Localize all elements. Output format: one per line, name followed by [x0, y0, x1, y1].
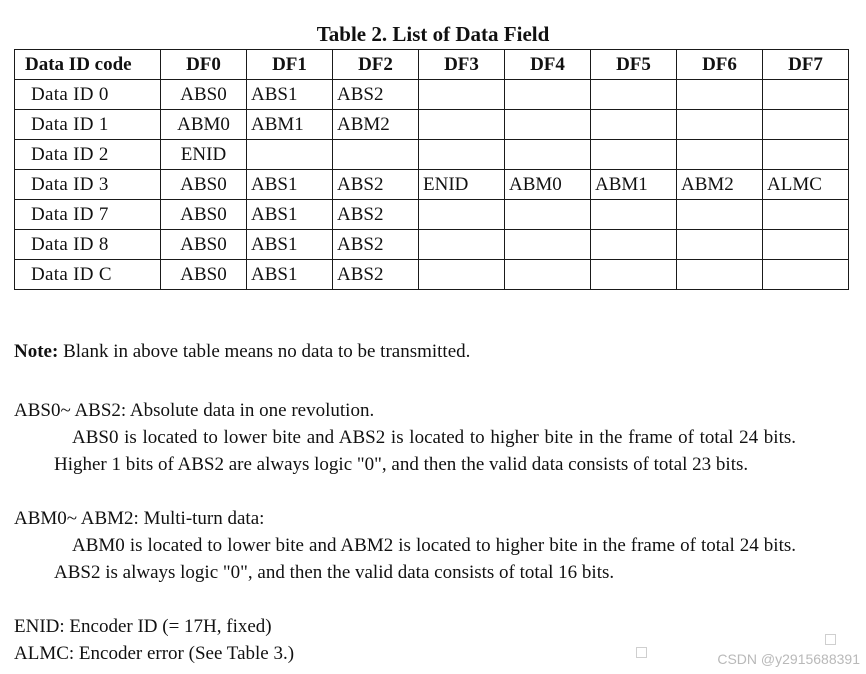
header-data-id-code: Data ID code — [15, 50, 161, 80]
data-field-cell — [419, 230, 505, 260]
row-id-cell: Data ID 8 — [15, 230, 161, 260]
data-field-cell — [591, 110, 677, 140]
data-field-cell: ABS0 — [161, 260, 247, 290]
data-field-cell: ABM1 — [247, 110, 333, 140]
data-field-cell: ABS1 — [247, 260, 333, 290]
data-field-cell: ABS2 — [333, 200, 419, 230]
watermark-square-icon — [825, 634, 836, 645]
note-label: Note: — [14, 341, 59, 362]
data-field-cell: ABM0 — [505, 170, 591, 200]
data-field-cell — [505, 260, 591, 290]
data-field-cell — [505, 110, 591, 140]
data-field-cell — [505, 140, 591, 170]
table-title: Table 2. List of Data Field — [316, 22, 550, 46]
header-df0: DF0 — [161, 50, 247, 80]
data-field-cell — [333, 140, 419, 170]
data-field-cell: ABS2 — [333, 80, 419, 110]
header-df2: DF2 — [333, 50, 419, 80]
data-field-cell: ABS2 — [333, 260, 419, 290]
table-row — [15, 80, 849, 110]
data-field-cell — [677, 80, 763, 110]
note-text: Blank in above table means no data to be transmitted. — [58, 341, 471, 362]
data-field-cell: ABM2 — [333, 110, 419, 140]
data-field-cell — [419, 80, 505, 110]
row-id-cell: Data ID 2 — [15, 140, 161, 170]
watermark-square-icon — [636, 647, 647, 658]
enid-definition: ENID: Encoder ID (= 17H, fixed) — [14, 616, 272, 637]
data-field-cell — [591, 200, 677, 230]
data-field-cell: ABS1 — [247, 230, 333, 260]
row-id-cell: Data ID C — [15, 260, 161, 290]
row-id-cell: Data ID 0 — [15, 80, 161, 110]
data-field-cell — [763, 230, 849, 260]
data-field-cell: ABS1 — [247, 80, 333, 110]
header-df5: DF5 — [591, 50, 677, 80]
data-field-cell — [763, 260, 849, 290]
data-field-cell — [591, 140, 677, 170]
data-field-cell — [591, 80, 677, 110]
header-df6: DF6 — [677, 50, 763, 80]
data-field-cell — [419, 110, 505, 140]
data-field-cell: ABM0 — [161, 110, 247, 140]
abs-definition-body: ABS0 is located to lower bite and ABS2 is located to higher bite in the frame of total 24 bits. Higher 1 bits of ABS2 are always logic "0", and then the valid data consists of total 23 bits. — [54, 427, 796, 475]
data-field-cell — [505, 80, 591, 110]
data-field-cell: ABS1 — [247, 200, 333, 230]
table-body — [15, 80, 849, 290]
watermark: CSDN @y2915688391 — [717, 651, 860, 667]
data-field-cell — [763, 110, 849, 140]
data-field-cell — [505, 230, 591, 260]
data-field-cell: ALMC — [763, 170, 849, 200]
table-row — [15, 260, 849, 290]
data-field-cell — [591, 230, 677, 260]
table-row — [15, 170, 849, 200]
abm-definition — [14, 505, 796, 586]
table-row — [15, 200, 849, 230]
data-field-cell: ABM1 — [591, 170, 677, 200]
table-row — [15, 140, 849, 170]
data-field-cell: ENID — [161, 140, 247, 170]
row-id-cell: Data ID 7 — [15, 200, 161, 230]
data-field-cell — [677, 110, 763, 140]
row-id-cell: Data ID 1 — [15, 110, 161, 140]
data-field-cell: ABS2 — [333, 230, 419, 260]
data-field-cell — [419, 140, 505, 170]
row-id-cell: Data ID 3 — [15, 170, 161, 200]
table-row — [15, 110, 849, 140]
data-field-cell: ABS1 — [247, 170, 333, 200]
data-field-cell: ABS0 — [161, 80, 247, 110]
data-field-cell: ABS0 — [161, 170, 247, 200]
data-field-cell — [677, 140, 763, 170]
data-field-cell — [763, 80, 849, 110]
almc-definition: ALMC: Encoder error (See Table 3.) — [14, 643, 295, 664]
data-field-cell — [677, 230, 763, 260]
data-field-cell — [763, 200, 849, 230]
table-row — [15, 230, 849, 260]
abs-definition-head: ABS0~ ABS2: Absolute data in one revolution. — [14, 400, 375, 421]
data-field-cell — [419, 200, 505, 230]
data-field-cell: ABS0 — [161, 200, 247, 230]
data-field-cell: ABM2 — [677, 170, 763, 200]
data-field-cell — [247, 140, 333, 170]
data-field-cell: ABS2 — [333, 170, 419, 200]
data-field-cell — [419, 260, 505, 290]
data-field-cell — [677, 200, 763, 230]
table-note — [14, 341, 470, 363]
data-field-cell — [591, 260, 677, 290]
header-df7: DF7 — [763, 50, 849, 80]
data-field-cell — [677, 260, 763, 290]
data-field-table — [14, 49, 849, 290]
header-df4: DF4 — [505, 50, 591, 80]
abs-definition — [14, 397, 796, 478]
data-field-cell: ENID — [419, 170, 505, 200]
abm-definition-head: ABM0~ ABM2: Multi-turn data: — [14, 508, 265, 529]
table-header-row — [15, 50, 849, 80]
data-field-cell — [763, 140, 849, 170]
header-df1: DF1 — [247, 50, 333, 80]
data-field-cell: ABS0 — [161, 230, 247, 260]
header-df3: DF3 — [419, 50, 505, 80]
abm-definition-body: ABM0 is located to lower bite and ABM2 is located to higher bite in the frame of total 24 bits. ABS2 is always logic "0", and then the valid data consists of total 16 bits. — [54, 535, 796, 583]
data-field-cell — [505, 200, 591, 230]
